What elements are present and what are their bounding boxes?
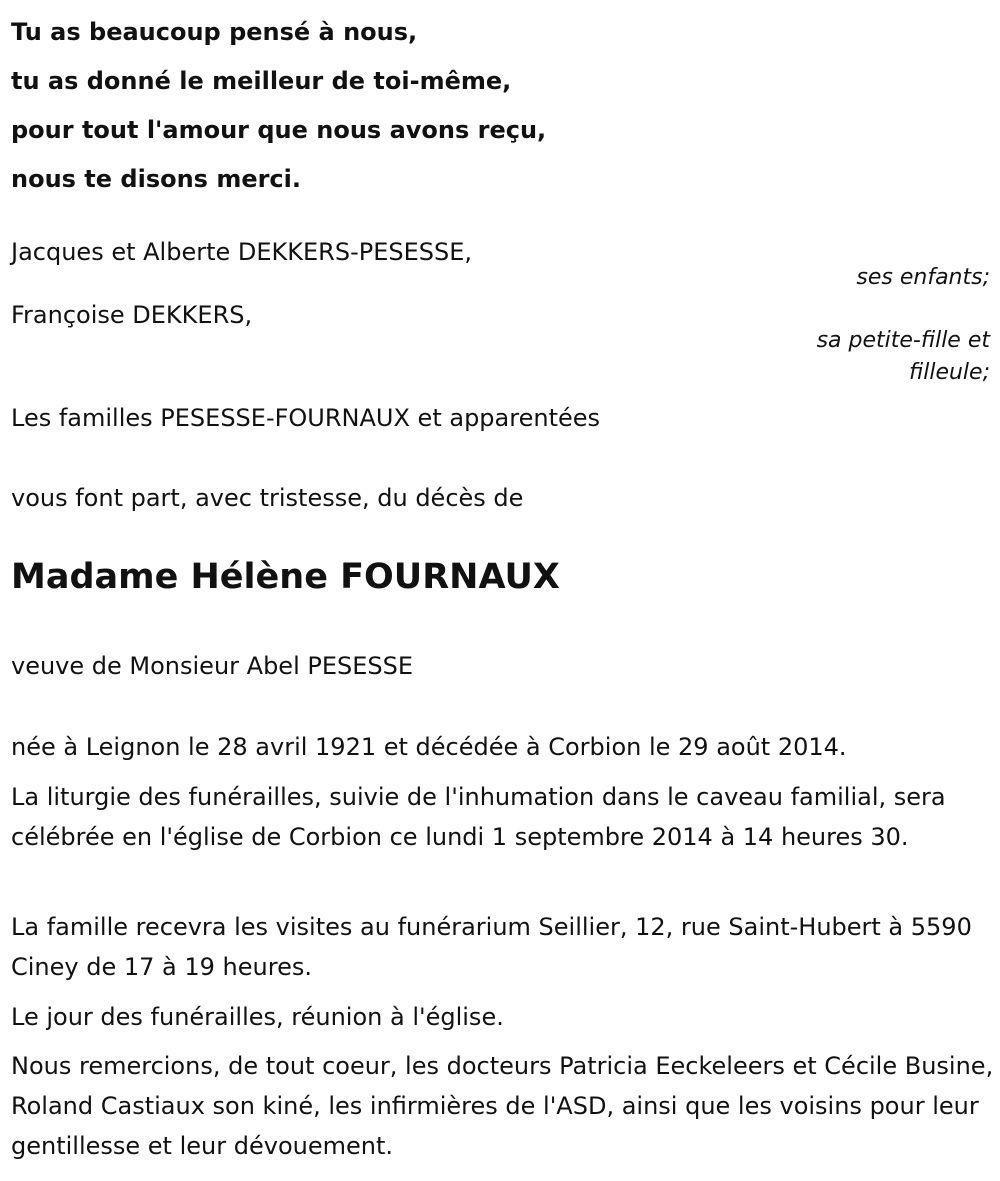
funeral-liturgy: La liturgie des funérailles, suivie de l'inhumation dans le caveau familial, sera célébrée en l'église de Corbion ce lundi 1 septembre 2014 à 14 heures 30.	[11, 783, 946, 851]
poem	[11, 8, 546, 204]
family-children-name: Jacques et Alberte DEKKERS-PESESSE,	[11, 238, 473, 266]
acknowledgements: Nous remercions, de tout coeur, les docteurs Patricia Eeckeleers et Cécile Busine, Roland Castiaux son kiné, les infirmières de l'ASD, ainsi que les voisins pour leur gentillesse et leur dévouement.	[11, 1052, 994, 1160]
family-children-relation: ses enfants;	[856, 265, 990, 290]
birth-death-dates: née à Leignon le 28 avril 1921 et décédée à Corbion le 29 août 2014.	[11, 733, 847, 761]
poem-line: Tu as beaucoup pensé à nous,	[11, 18, 418, 46]
relation-line: sa petite-fille et	[816, 328, 990, 353]
visitation-info: La famille recevra les visites au funérarium Seillier, 12, rue Saint-Hubert à 5590 Ciney de 17 à 19 heures.	[11, 913, 972, 981]
poem-line: tu as donné le meilleur de toi-même,	[11, 67, 512, 95]
widow-of: veuve de Monsieur Abel PESESSE	[11, 652, 414, 680]
poem-line: pour tout l'amour que nous avons reçu,	[11, 116, 547, 144]
family-granddaughter-name: Françoise DEKKERS,	[11, 301, 253, 329]
family-granddaughter-relation	[817, 325, 990, 389]
funeral-meeting: Le jour des funérailles, réunion à l'église.	[11, 1003, 504, 1031]
poem-line: nous te disons merci.	[11, 165, 302, 193]
family-relatives: Les familles PESESSE-FOURNAUX et apparentées	[11, 404, 601, 432]
announcement: vous font part, avec tristesse, du décès de	[11, 484, 524, 512]
relation-line: filleule;	[909, 360, 990, 385]
deceased-name: Madame Hélène FOURNAUX	[11, 557, 560, 597]
